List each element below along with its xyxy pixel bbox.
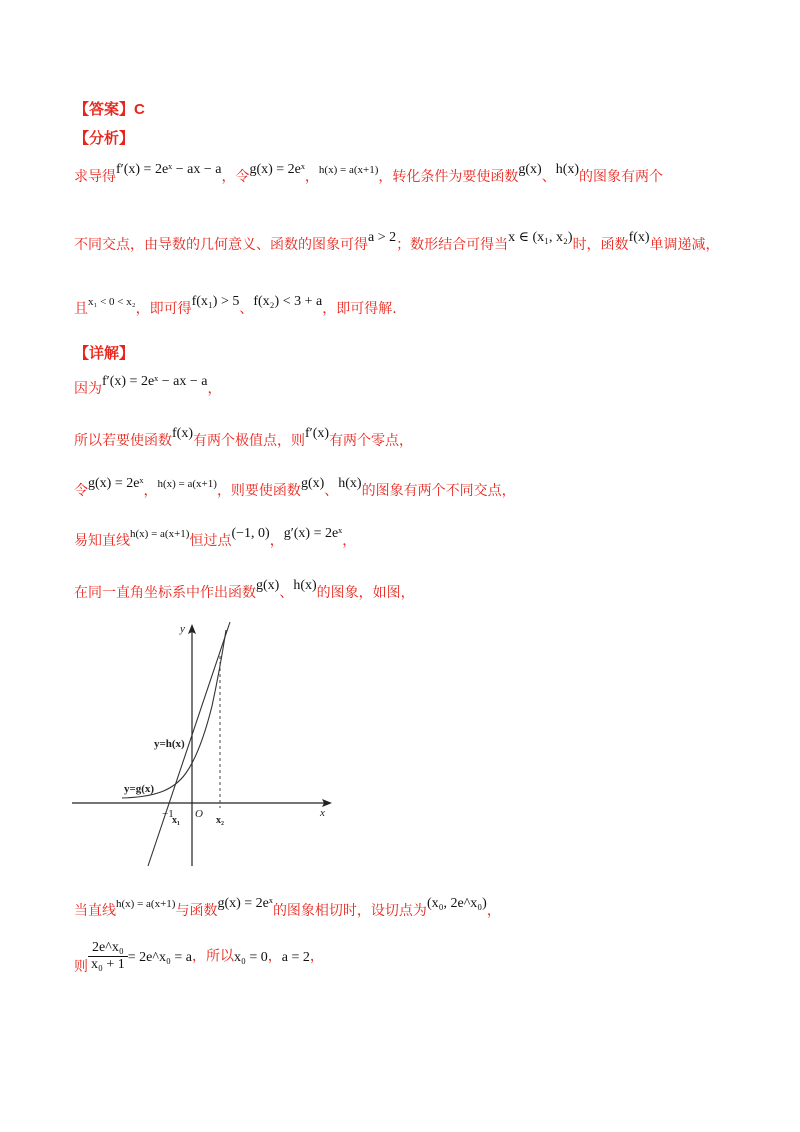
text: 所以若要使函数 — [74, 433, 172, 449]
analysis-paragraph-3 — [74, 294, 397, 318]
formula-h: h(x) = a(x+1) — [130, 528, 190, 540]
detail-line-1 — [74, 374, 222, 398]
formula-tangent-point: (x₀, 2e^x₀) — [426, 896, 487, 911]
text: ， — [486, 903, 501, 919]
text: 、 — [324, 483, 339, 499]
formula-hx: h(x) — [338, 476, 362, 491]
text: ，所以 — [191, 948, 234, 965]
formula-fprime-x: f′(x) — [305, 426, 330, 441]
detail-label: 【详解】 — [74, 344, 135, 362]
formula-fprime: f′(x) = 2eˣ − ax − a — [102, 374, 208, 389]
x-axis-label: x — [320, 807, 325, 819]
analysis-label: 【分析】 — [74, 129, 135, 147]
text: ， — [143, 483, 158, 499]
formula-interval: x ∈ (x₁, x₂) — [508, 230, 573, 245]
text: 不同交点，由导数的几何意义、函数的图象可得 — [74, 237, 368, 253]
formula-gx: g(x) — [256, 578, 280, 593]
text: ， — [304, 169, 319, 185]
formula-fx: f(x) — [172, 426, 193, 441]
formula-fprime: f′(x) = 2eˣ − ax − a — [116, 162, 222, 177]
text: 的图象相切时，设切点为 — [272, 903, 427, 919]
origin-label: O — [195, 808, 203, 820]
text: ，转化条件为要使函数 — [378, 169, 519, 185]
text: ， — [342, 533, 357, 549]
text: 时，函数 — [572, 237, 629, 253]
detail-line-7 — [74, 940, 324, 973]
text: 的图象，如图， — [316, 585, 415, 601]
detail-line-5 — [74, 578, 415, 602]
detail-line-2 — [74, 426, 414, 450]
text: 、 — [279, 585, 294, 601]
text: 当直线 — [74, 903, 116, 919]
formula-g: g(x) = 2eˣ — [88, 476, 144, 491]
h-label: y=h(x) — [154, 738, 185, 750]
analysis-paragraph-1 — [74, 162, 664, 186]
formula-equal-a: = 2e^x₀ = a — [127, 949, 192, 965]
formula-gx: g(x) — [518, 162, 542, 177]
text: 令 — [74, 483, 88, 499]
formula-point: (−1, 0) — [231, 526, 270, 541]
y-axis-label: y — [180, 623, 185, 635]
text: 、 — [239, 301, 254, 317]
text: 求导得 — [74, 169, 116, 185]
formula-fx2: f(x₂) < 3 + a — [253, 294, 323, 309]
formula-gx: g(x) — [300, 476, 325, 491]
answer-value: C — [134, 101, 145, 118]
text: ， — [267, 948, 282, 965]
answer-line — [74, 98, 145, 119]
text: ；数形结合可得当 — [396, 237, 509, 253]
text: 与函数 — [175, 903, 218, 919]
formula-a-gt-2: a > 2 — [368, 230, 397, 245]
formula-h: h(x) = a(x+1) — [116, 898, 176, 910]
fraction-numerator: 2e^x₀ — [88, 940, 128, 957]
formula-fx1: f(x₁) > 5 — [191, 294, 240, 309]
detail-line-3 — [74, 476, 516, 500]
formula-gprime: g′(x) = 2eˣ — [283, 526, 343, 541]
text: 、 — [541, 169, 556, 185]
g-label: y=g(x) — [124, 783, 155, 795]
text: 的图象有两个不同交点， — [361, 483, 516, 499]
formula-g: g(x) = 2eˣ — [249, 162, 305, 177]
x1-label: x₁ — [172, 815, 180, 826]
text: ，即可得解. — [322, 301, 397, 317]
formula-a-eq-2: a = 2 — [281, 949, 310, 965]
text: 易知直线 — [74, 533, 130, 549]
formula-x0: x₀ = 0 — [233, 949, 268, 965]
formula-hx: h(x) — [293, 578, 317, 593]
formula-h: h(x) = a(x+1) — [157, 478, 217, 490]
function-graph — [66, 618, 346, 868]
fraction — [88, 940, 128, 973]
formula-hx: h(x) — [555, 162, 580, 177]
text: ，则要使函数 — [216, 483, 301, 499]
fraction-denominator: x₀ + 1 — [91, 957, 125, 972]
x2-label: x₂ — [216, 815, 224, 826]
analysis-paragraph-2 — [74, 230, 720, 254]
formula-fx: f(x) — [628, 230, 650, 245]
text: ，令 — [221, 169, 250, 185]
answer-label: 【答案】 — [74, 100, 135, 118]
text: 在同一直角坐标系中作出函数 — [74, 585, 256, 601]
text: 有两个零点， — [329, 433, 414, 449]
text: 则 — [74, 958, 88, 975]
text: 恒过点 — [189, 533, 232, 549]
text: 且 — [74, 301, 88, 317]
text: ， — [207, 381, 222, 397]
text: ， — [269, 533, 284, 549]
text: ， — [309, 948, 324, 965]
formula-x1-x2: x₁ < 0 < x₂ — [88, 296, 136, 308]
text: 有两个极值点，则 — [193, 433, 305, 449]
text: ，即可得 — [135, 301, 192, 317]
detail-line-6 — [74, 896, 501, 920]
curve-g — [122, 630, 226, 798]
detail-line-4 — [74, 526, 357, 550]
text: 单调递减， — [649, 237, 720, 253]
text: 因为 — [74, 381, 102, 397]
formula-h: h(x) = a(x+1) — [318, 164, 379, 176]
formula-g: g(x) = 2eˣ — [217, 896, 273, 911]
neg-one-label: −1 — [162, 808, 174, 820]
text: 的图象有两个 — [579, 169, 664, 185]
